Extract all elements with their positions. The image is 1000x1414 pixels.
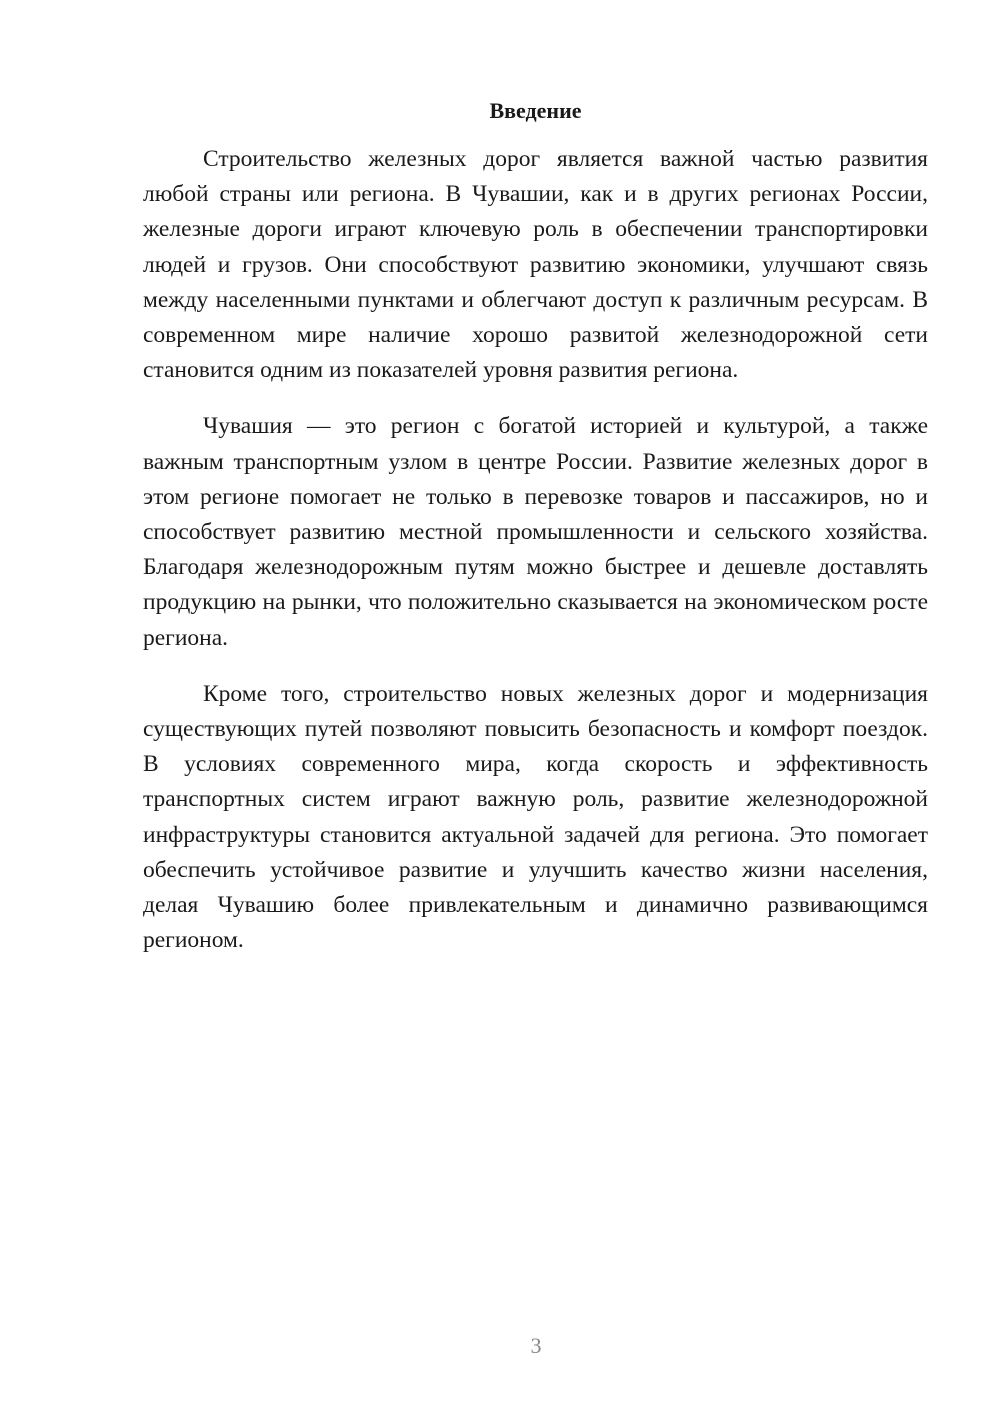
document-body [143, 142, 928, 979]
page-number: 3 [530, 1333, 542, 1358]
paragraph-3: Кроме того, строительство новых железных дорог и модернизация существующих путей позволяют повысить безопасность и комфорт поездок. В условиях современного мира, когда скорость и эффективность транспортных систем играют важную роль, развитие железнодорожной инфраструктуры становится актуальной задачей для региона. Это помогает обеспечить устойчивое развитие и улучшить качество жизни населения, делая Чувашию более привлекательным и динамично развивающимся регионом. [143, 680, 928, 954]
paragraph-1: Строительство железных дорог является важной частью развития любой страны или региона. В Чувашии, как и в других регионах России, железные дороги играют ключевую роль в обеспечении транспортировки людей и грузов. Они способствуют развитию экономики, улучшают связь между населенными пунктами и облегчают доступ к различным ресурсам. В современном мире наличие хорошо развитой железнодорожной сети становится одним из показателей уровня развития региона. [143, 146, 928, 384]
paragraph-2: Чувашия — это регион с богатой историей и культурой, а также важным транспортным узлом в центре России. Развитие железных дорог в этом регионе помогает не только в перевозке товаров и пассажиров, но и способствует развитию местной промышленности и сельского хозяйства. Благодаря железнодорожным путям можно быстрее и дешевле доставлять продукцию на рынки, что положительно сказывается на экономическом росте региона. [143, 413, 928, 651]
page-title: Введение [489, 98, 582, 123]
